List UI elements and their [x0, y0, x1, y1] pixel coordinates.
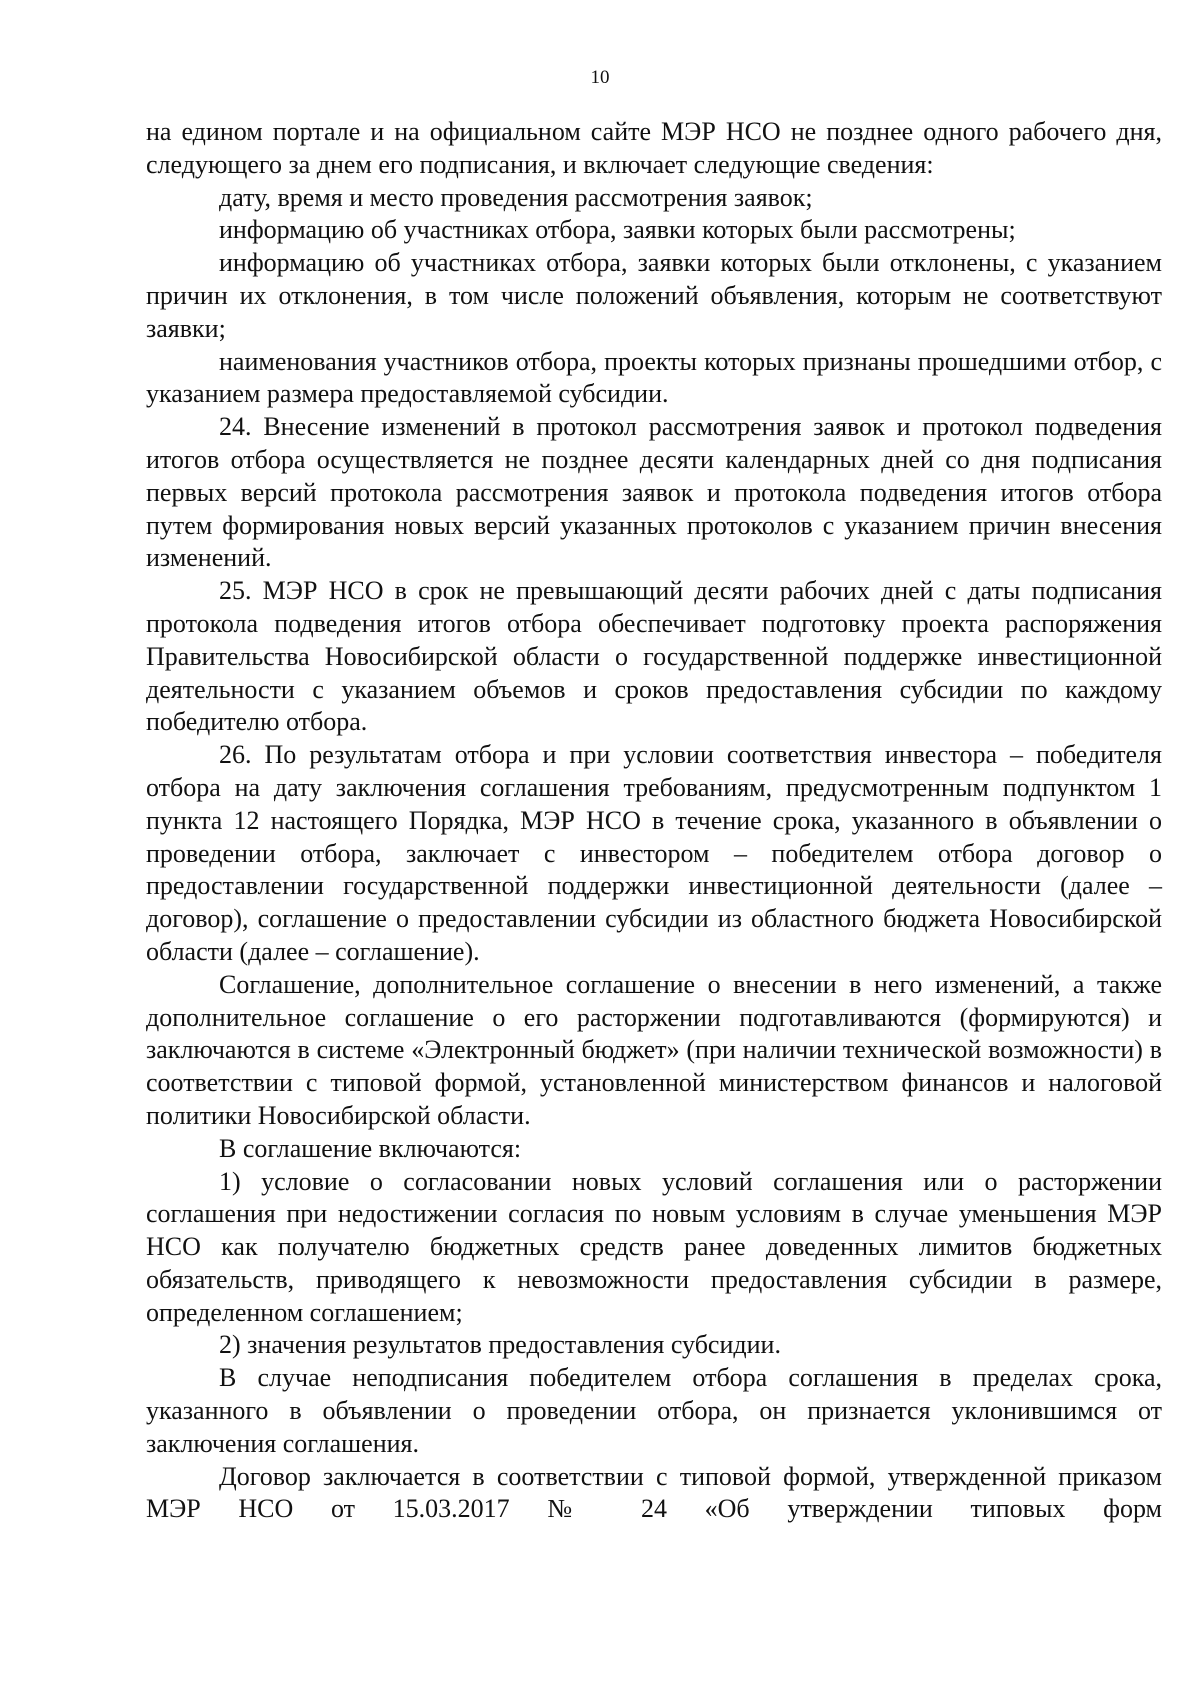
clause-24: 24. Внесение изменений в протокол рассмотрения заявок и протокол подведения итогов отбора осуществляется не позднее десяти календарных дней со дня подписания первых версий протокола рассмотрения заявок и протокола подведения итогов отбора путем формирования новых версий указанных протоколов с указанием причин внесения изменений.: [146, 412, 1162, 573]
clause-26: 26. По результатам отбора и при условии соответствия инвестора – победителя отбора на дату заключения соглашения требованиям, предусмотренным подпунктом 1 пункта 12 настоящего Порядка, МЭР НСО в течение срока, указанного в объявлении о проведении отбора, заключает с инвестором – победителем отбора договор о предоставлении государственной поддержки инвестиционной деятельности (далее – договор), соглашение о предоставлении субсидии из областного бюджета Новосибирской области (далее – соглашение).: [146, 740, 1162, 966]
list-item-considered-participants: информацию об участниках отбора, заявки которых были рассмотрены;: [219, 215, 1016, 245]
clause-25: 25. МЭР НСО в срок не превышающий десяти рабочих дней с даты подписания протокола подведения итогов отбора обеспечивает подготовку проекта распоряжения Правительства Новосибирской области о государственной поддержке инвестиционной деятельности с указанием объемов и сроков предоставления субсидии по каждому победителю отбора.: [146, 576, 1162, 737]
paragraph-agreement-includes: В соглашение включаются:: [219, 1133, 522, 1163]
paragraph-unsigned-agreement: В случае неподписания победителем отбора соглашения в пределах срока, указанного в объявлении о проведении отбора, он признается уклонившимся от заключения соглашения.: [146, 1363, 1162, 1458]
list-item-rejected-participants: информацию об участниках отбора, заявки которых были отклонены, с указанием причин их отклонения, в том числе положений объявления, которым не соответствуют заявки;: [146, 248, 1162, 343]
list-item-winning-participants: наименования участников отбора, проекты которых признаны прошедшими отбор, с указанием размера предоставляемой субсидии.: [146, 346, 1162, 409]
list-item-date-time-place: дату, время и место проведения рассмотрения заявок;: [219, 182, 813, 212]
list-item-agreement-condition-1: 1) условие о согласовании новых условий соглашения или о расторжении соглашения при недостижении согласия по новым условиям в случае уменьшения МЭР НСО как получателю бюджетных средств ранее доведенных лимитов бюджетных обязательств, приводящего к невозможности предоставления субсидии в размере, определенном соглашением;: [146, 1166, 1162, 1327]
paragraph-contract-form: Договор заключается в соответствии с типовой формой, утвержденной приказом МЭР НСО от 15.03.2017 № 24 «Об утверждении типовых форм: [146, 1461, 1162, 1524]
document-body: [146, 116, 1162, 1526]
paragraph-agreement-system: Соглашение, дополнительное соглашение о внесении в него изменений, а также дополнительное соглашение о его расторжении подготавливаются (формируются) и заключаются в системе «Электронный бюджет» (при наличии технической возможности) в соответствии с типовой формой, установленной министерством финансов и налоговой политики Новосибирской области.: [146, 969, 1162, 1130]
paragraph-publication-continuation: на едином портале и на официальном сайте МЭР НСО не позднее одного рабочего дня, следующего за днем его подписания, и включает следующие сведения:: [146, 117, 1162, 179]
list-item-agreement-condition-2: 2) значения результатов предоставления субсидии.: [219, 1330, 781, 1360]
page-number: 10: [590, 67, 610, 88]
